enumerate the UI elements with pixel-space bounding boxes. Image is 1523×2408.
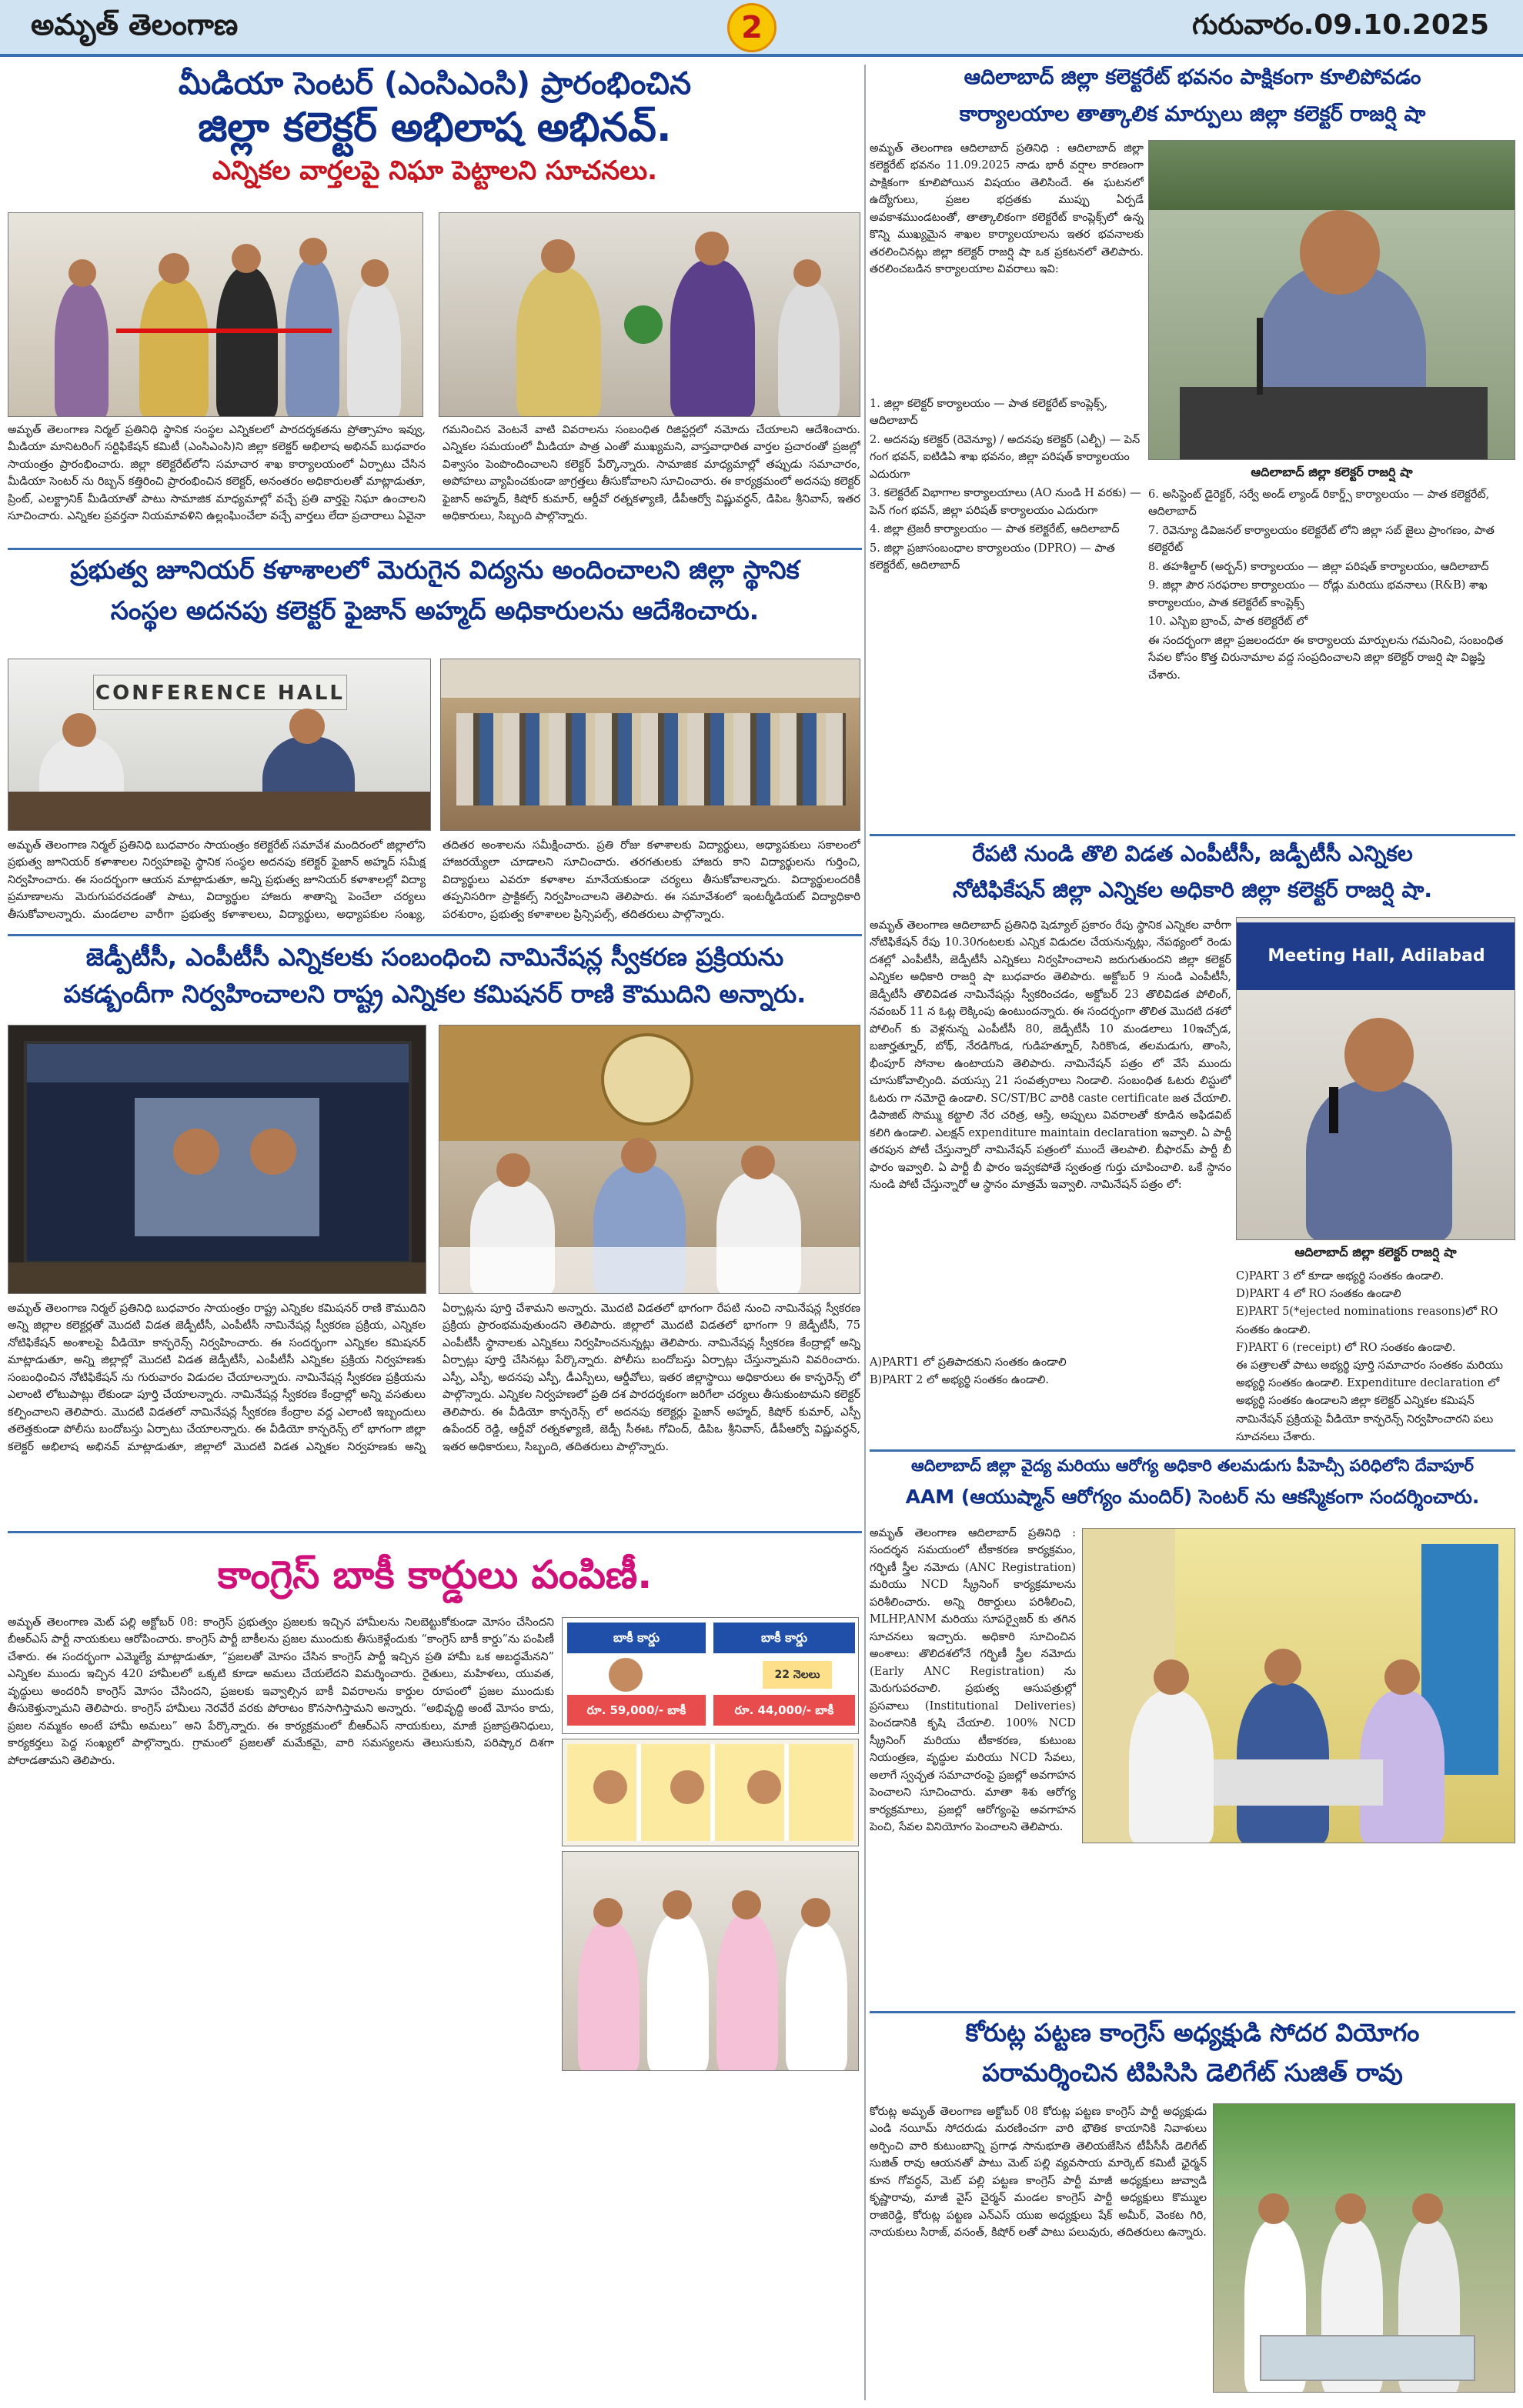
photo-collector-rajarshi-shah — [1148, 140, 1515, 460]
headline: ఆదిలాబాద్ జిల్లా వైద్య మరియు ఆరోగ్య అధికారి తలమడుగు పీహెచ్సీ పరిధిలోని దేవాపూర్ — [911, 1456, 1474, 1475]
story-korutla-condolence — [870, 2017, 1515, 2400]
story-congress-baki-cards — [8, 1537, 862, 2400]
relocated-offices-list — [870, 395, 1144, 780]
closing-note: ఈ సందర్భంగా జిల్లా ప్రజలందరూ ఈ కార్యాలయ మార్పులను గమనించి, సంబంధిత సేవల కోసం కొత్త చిరునామాల వద్ద సంప్రదించాలని జిల్లా కలెక్టర్ రాజర్షి షా విజ్ఞప్తి చేశారు. — [1148, 634, 1504, 682]
article-body: అమృత్ తెలంగాణ నిర్మల్ ప్రతినిధి స్థానిక సంస్థల ఎన్నికలలో పారదర్శకతను ప్రోత్సాహం ఇవ్వు, మీడియా మానిటరింగ్ సర్టిఫికేషన్ కమిటీ (ఎంసిఎంసి)ని జిల్లా కలెక్టర్ అభిలాష అభినవ్ బుధవారం సాయంత్రం ప్రారంభించారు. జిల్లా కలెక్టరేట్‌లోని సమాచార శాఖ కార్యాలయంలో ఏర్పాటు చేసిన మీడియా సెంటర్ ను రిబ్బన్ కత్తిరించి ప్రారంభించిన కలెక్టర్, అనంతరం అధికారులతో మాట్లాడుతూ, ప్రింట్, ఎలక్ట్రానిక్ మీడియాతో పాటు సామాజిక మాధ్యమాల్లో వచ్చే ప్రతి వార్తపై నిఘా ఉంచాలని సూచించారు. ఎన్నికల ప్రవర్తనా నియమావళిని ఉల్లంఘించేలా వచ్చే వార్తలు లేదా ప్రచారాలు ఏవైనా గమనించిన వెంటనే వాటి వివరాలను సంబంధిత రిజిస్టర్లలో నమోదు చేయాలని ఆదేశించారు. ఎన్నికల సమయంలో మీడియా పాత్ర ఎంతో ముఖ్యమని, వాస్తవాధారిత వార్తల ప్రచారంతో ప్రజల్లో విశ్వాసం పెంపొందించాలని కలెక్టర్ పేర్కొన్నారు. సామాజిక మాధ్యమాల్లో తప్పుడు సమాచారం, అపోహలు వ్యాపించకుండా జాగ్రత్తలు తీసుకోవాలని సూచించారు. ఈ కార్యక్రమంలో అదనపు కలెక్టర్ ఫైజాన్ అహ్మద్, కిషోర్ కుమార్, ఆర్డీవో రత్నకళ్యాణి, డీపీఆర్వో విష్ణువర్ధన్, డిపిఒ శ్రీనివాస్, ఇతర అధికారులు, సిబ్బంది పాల్గొన్నారు. — [8, 424, 860, 523]
headline: కార్యాలయాల తాత్కాలిక మార్పులు జిల్లా కలెక్టర్ రాజర్షి షా — [959, 102, 1426, 126]
list-item: 4. జిల్లా ట్రెజరీ కార్యాలయం — పాత కలెక్టరేట్, ఆదిలాబాద్ — [870, 523, 1120, 536]
article-body: అమృత్ తెలంగాణ మెట్ పల్లి అక్టోబర్ 08: కాంగ్రెస్ ప్రభుత్వం ప్రజలకు ఇచ్చిన హామీలను నిలబెట్టుకోకుండా మోసం చేసిందని బీఆర్ఎస్ పార్టీ నాయకులు ఆరోపించారు. కాంగ్రెస్ పార్టీ బాకీలను ప్రజల ముందుకు తీసుకెళ్లేందుకు “కాంగ్రెస్ బాకీ కార్డు”ను పంపిణీ చేశారు. ఈ సందర్భంగా ఎమ్మెల్యే మాట్లాడుతూ, “ప్రజలతో మోసం చేసిన కాంగ్రెస్ పార్టీ ఇచ్చిన ప్రతి హామీ ఒక అబద్ధమేనని” ఎన్నికల ముందు ఇచ్చిన 420 హామీలలో ఒక్కటి కూడా అమలు చేయలేదని విమర్శించారు. రైతులు, మహిళలు, యువత, వృద్ధులు అందరినీ కాంగ్రెస్ మోసం చేసిందని, ప్రజలకు ఇవ్వాల్సిన బాకీ వివరాలను కార్డుల రూపంలో ప్రజల ముందుకు తీసుకెళ్తున్నామని తెలిపారు. కాంగ్రెస్ హామీలు నెరవేరే వరకు పోరాటం కొనసాగిస్తామని అన్నారు. “అభివృద్ధి అంటే మోసం కాదు, ప్రజల నమ్మకం అంటే హామీ అమలు” అని పేర్కొన్నారు. ఈ కార్యక్రమంలో బీఆర్ఎస్ నాయకులు, మాజీ ప్రజాప్రతినిధులు, కార్యకర్తలు పెద్ద సంఖ్యలో పాల్గొన్నారు. గ్రామంలో ప్రజలతో మమేకమై, వారి సమస్యలను తెలుసుకుని, పరిష్కార దిశగా పోరాడతామని తెలిపారు. — [8, 1616, 554, 1767]
headline: పకడ్బందీగా నిర్వహించాలని రాష్ట్ర ఎన్నికల కమిషనర్ రాణి కౌముదిని అన్నారు. — [63, 979, 807, 1009]
column-divider — [864, 65, 866, 2400]
photo-video-conference-screen — [8, 1025, 426, 1294]
headline: రేపటి నుండి తొలి విడత ఎంపీటీసీ, జడ్పీటీసీ ఎన్నికల — [972, 841, 1413, 866]
list-item: 5. జిల్లా ప్రజాసంబంధాల కార్యాలయం (DPRO) — పాత కలెక్టరేట్, ఆదిలాబాద్ — [870, 542, 1115, 572]
list-item: B)PART 2 లో అభ్యర్థి సంతకం ఉండాలి. — [870, 1374, 1049, 1387]
masthead — [0, 0, 1523, 57]
closing-note: ఈ పత్రాలతో పాటు అభ్యర్థి పూర్తి సమాచారం సంతకం మరియు అభ్యర్థి సంతకం ఉండాలి. Expenditure declaration లో అభ్యర్థి సంతకం ఉండాలని జిల్లా కలెక్టర్ ఎన్నికల కమిషన్ నామినేషన్ ప్రక్రియపై వీడియో కాన్ఫరెన్స్ నిర్వహించారని పలు సూచనలు చేశారు. — [1236, 1359, 1504, 1443]
photo-collector-speaking: Meeting Hall, Adilabad — [1236, 917, 1515, 1240]
photo-meeting-hall — [440, 659, 860, 831]
nomination-parts-list — [870, 1354, 1231, 1416]
list-item: 1. జిల్లా కలెక్టర్ కార్యాలయం — పాత కలెక్టరేట్ కాంప్లెక్స్, ఆదిలాబాద్ — [870, 398, 1108, 428]
photo-condolence-visit — [1213, 2103, 1515, 2393]
list-item: D)PART 4 లో RO సంతకం ఉండాలి — [1236, 1288, 1401, 1301]
subheadline: ఎన్నికల వార్తలపై నిఘా పెట్టాలని సూచనలు. — [212, 155, 658, 186]
list-item: 2. అదనపు కలెక్టర్ (రెవెన్యూ) / అదనపు కలెక్టర్ (ఎల్బీ) — పెన్ గంగ భవన్, ఐటిడిఏ శాఖ భవనం, జిల్లా పరిషత్ కార్యాలయం ఎదురుగా — [870, 433, 1141, 481]
photo-conference-hall: CONFERENCE HALL — [8, 659, 431, 831]
list-item: 7. రెవెన్యూ డివిజనల్ కార్యాలయం కలెక్టరేట్ లోని జిల్లా సబ్ జైలు ప్రాంగణం, పాత కలెక్టరేట్ — [1148, 524, 1495, 555]
headline: ప్రభుత్వ జూనియర్ కళాశాలలో మెరుగైన విద్యను అందించాలని జిల్లా స్థానిక — [70, 555, 800, 585]
article-body: అమృత్ తెలంగాణ నిర్మల్ ప్రతినిధి బుధవారం సాయంత్రం రాష్ట్ర ఎన్నికల కమిషనర్ రాణి కౌముదిని అన్ని జిల్లాల కలెక్టర్లతో మొదటి విడత జెడ్పీటీసీ, ఎంపీటీసీ నామినేషన్ల స్వీకరణ ప్రక్రియ, ఎన్నికల నోటిఫికేషన్ అంశాలపై వీడియో కాన్ఫరెన్స్ నిర్వహించారు. ఈ సందర్భంగా ఎన్నికల కమిషనర్ మాట్లాడుతూ, అన్ని జిల్లాల్లో మొదటి విడత జెడ్పీటీసీ, ఎంపీటీసీ ఎన్నికల ప్రక్రియ నిర్వహణకు సంబంధించిన నోటిఫికేషన్ ను గురువారం విడుదల చేయాలన్నారు. నామినేషన్ల స్వీకరణ ప్రక్రియను ఎలాంటి లోటుపాట్లు లేకుండా పూర్తి చేయాలన్నారు. నామినేషన్ల స్వీకరణ కేంద్రాల్లో అన్ని వసతులు కల్పించాలని తెలిపారు. మొదటి విడతలో నామినేషన్ల స్వీకరణ కేంద్రాల వద్ద ఎలాంటి ఇబ్బందులు తలెత్తకుండా పోలీసు బందోబస్తు ఏర్పాటు చేయాలన్నారు. ఈ వీడియో కాన్ఫరెన్స్ లో భాగంగా జిల్లా కలెక్టర్ అభిలాష అభినవ్ మాట్లాడుతూ, జిల్లాలో మొదటి విడత ఎన్నికల నిర్వహణకు అన్ని ఏర్పాట్లను పూర్తి చేశామని అన్నారు. మొదటి విడతలో భాగంగా రేపటి నుంచి నామినేషన్ల స్వీకరణ ప్రక్రియ ప్రారంభమవుతుందని తెలిపారు. జిల్లాలో మొదటి విడతలో భాగంగా 9 జెడ్పీటీసీ, 75 ఎంపీటీసీ స్థానాలకు ఎన్నికలు నిర్వహించనున్నట్లు తెలిపారు. నామినేషన్ల స్వీకరణ కేంద్రాల్లో అన్ని ఏర్పాట్లు పూర్తి చేసినట్లు పేర్కొన్నారు. పోలీసు బందోబస్తు ఏర్పాట్లు చేస్తున్నామని వివరించారు. ఎస్పీ, ఎస్పీ, అదనపు ఎస్పీ, డీఎస్పీలు, ఆర్డీవోలు, ఇతర జిల్లాస్థాయి అధికారులు ఈ కాన్ఫరెన్స్ లో పాల్గొన్నారు. ఎన్నికల నిర్వహణలో ప్రతి దశ పారదర్శకంగా జరిగేలా చర్యలు తీసుకుంటామని కలెక్టర్ తెలిపారు. ఈ వీడియో కాన్ఫరెన్స్ లో అదనపు కలెక్టర్లు ఫైజాన్ అహ్మద్, కిషోర్ కుమార్, ఎస్పీ ఉపేందర్ రెడ్డి, ఆర్డీవో రత్నకళ్యాణి, జెడ్పీ సీఈఓ గోవింద్, డిపిఒ శ్రీనివాస్, డీపీఆర్వో విష్ణువర్ధన్, ఇతర అధికారులు, సిబ్బంది, తదితరులు పాల్గొన్నారు. — [8, 1302, 860, 1453]
story-aam-center-visit — [870, 1456, 1515, 1871]
headline: ఆదిలాబాద్ జిల్లా కలెక్టరేట్ భవనం పాక్షికంగా కూలిపోవడం — [964, 65, 1421, 89]
photo-caption: ఆదిలాబాద్ జిల్లా కలెక్టర్ రాజర్షి షా — [1148, 462, 1515, 485]
issue-date: గురువారం.09.10.2025 — [1192, 9, 1489, 41]
headline: AAM (ఆయుష్మాన్ ఆరోగ్యం మందిర్) సెంటర్ ను ఆకస్మికంగా సందర్శించారు. — [905, 1486, 1480, 1509]
story-collectorate-collapse — [870, 65, 1515, 834]
story-media-center — [8, 65, 862, 545]
photo-baki-card-flyer: బాకీ కార్డు బాకీ కార్డు రూ. 59,000/- బాకీ రూ. 44,000/- బాకీ 22 నెలలు — [562, 1617, 859, 1734]
list-item: 6. అసిస్టెంట్ డైరెక్టర్, సర్వే అండ్ ల్యాండ్ రికార్డ్స్ కార్యాలయం — పాత కలెక్టరేట్, ఆదిలాబాద్ — [1148, 489, 1490, 519]
photo-plant-presentation — [439, 212, 860, 417]
list-item: C)PART 3 లో కూడా అభ్యర్థి సంతకం ఉండాలి. — [1236, 1270, 1445, 1282]
photo-caption: ఆదిలాబాద్ జిల్లా కలెక్టర్ రాజర్షి షా — [1236, 1242, 1515, 1266]
headline: కోరుట్ల పట్టణ కాంగ్రెస్ అధ్యక్షుడి సోదర వియోగం — [965, 2018, 1420, 2047]
headline: సంస్థల అదనపు కలెక్టర్ ఫైజాన్ అహ్మద్ అధికారులను ఆదేశించారు. — [110, 595, 760, 626]
relocated-offices-list-continued — [1148, 486, 1515, 683]
list-item: F)PART 6 (receipt) లో RO సంతకం ఉండాలి. — [1236, 1341, 1456, 1354]
article-body: కోరుట్ల అమృత్ తెలంగాణ అక్టోబర్ 08 కోరుట్ల పట్టణ కాంగ్రెస్ పార్టీ అధ్యక్షుడు ఎండి నయీమ్ సోదరుడు మరణించగా వారి భౌతిక కాయానికి నివాళులు అర్పించి వారి కుటుంబాన్ని ప్రగాఢ సానుభూతి తెలియజేసిన టీపీసీసీ డెలిగేట్ సుజిత్ రావు ఆయనతో పాటు మెట్ పల్లి వ్యవసాయ మార్కెట్ కమిటీ ఛైర్మన్ కూన గోవర్ధన్, మెట్ పల్లి పట్టణ కాంగ్రెస్ పార్టీ మాజీ అధ్యక్షులు జువ్వాడి కృష్ణారావు, మాజీ వైస్ చైర్మన్ మండల కాంగ్రెస్ పార్టీ అధ్యక్షులు కొమ్ముల రాజిరెడ్డి, కోరుట్ల పట్టణ ఎన్ఎస్ యుఐ అధ్యక్షులు షేక్ అమీర్, వెంకట గిరి, నాయకులు సిరాజ్, వసంత్, కిషోర్ లతో పాటు పలువురు, తదితరులు ఉన్నారు. — [870, 2106, 1207, 2240]
page-number-badge: 2 — [727, 3, 777, 52]
article-body: అమృత్ తెలంగాణ ఆదిలాబాద్ ప్రతినిధి : ఆదిలాబాద్ జిల్లా కలెక్టరేట్ భవనం 11.09.2025 నాడు భారీ వర్షాల కారణంగా పాక్షికంగా కూలిపోయిన విషయం తెలిసిందే. ఈ ఘటనలో ఉద్యోగులు, ప్రజల భద్రతకు ముప్పు ఏర్పడే అవకాశముండటంతో, తాత్కాలికంగా కలెక్టరేట్ కాంప్లెక్స్‌లో ఉన్న కొన్ని ముఖ్యమైన శాఖల కార్యాలయాలను ఇతర భవనాలకు తరలించినట్లు జిల్లా కలెక్టర్ రాజర్షి షా ఒక ప్రకటనలో తెలిపారు. తరలించబడిన కార్యాలయాల వివరాలు ఇవి: — [870, 142, 1144, 276]
nomination-parts-list-continued — [1236, 1268, 1515, 1460]
headline: మీడియా సెంటర్ (ఎంసిఎంసి) ప్రారంభించిన — [178, 66, 692, 102]
list-item: E)PART 5(*ejected nominations reasons)లో RO సంతకం ఉండాలి. — [1236, 1306, 1498, 1336]
photo-collector-meeting — [439, 1025, 860, 1294]
article-body: అమృత్ తెలంగాణ నిర్మల్ ప్రతినిధి బుధవారం సాయంత్రం కలెక్టరేట్ సమావేశ మందిరంలో జిల్లాలోని ప్రభుత్వ జూనియర్ కళాశాలల నిర్వహణపై స్థానిక సంస్థల అదనపు కలెక్టర్ ఫైజాన్ అహ్మద్ సమీక్ష నిర్వహించారు. ఈ సందర్భంగా ఆయన మాట్లాడుతూ, అన్ని ప్రభుత్వ జూనియర్ కళాశాలల్లో విద్యా ప్రమాణాలను మెరుగుపరచడంతో పాటు, విద్యార్థుల హాజరు శాతాన్ని పెంచేలా చర్యలు తీసుకోవాలన్నారు. మండలాల వారీగా ప్రభుత్వ కళాశాలలు, విద్యార్థులు, అధ్యాపకుల సంఖ్య, తదితర అంశాలను సమీక్షించారు. ప్రతి రోజు కళాశాలకు విద్యార్థులు, అధ్యాపకులు సకాలంలో హాజరయ్యేలా చూడాలని సూచించారు. తరగతులకు హాజరు కాని విద్యార్థులను గుర్తించి, విద్యార్థులు ఎవరూ కళాశాల మానేయకుండా చర్యలు తీసుకోవాలన్నారు. విద్యార్థులందరికీ తప్పనిసరిగా ప్రాక్టికల్స్ నిర్వహించాలని తెలిపారు. ఈ సమావేశంలో ఇంటర్మీడియట్ విద్యాధికారి పరశురాం, ప్రభుత్వ కళాశాలల ప్రిన్సిపల్స్, తదితరులు పాల్గొన్నారు. — [8, 839, 860, 921]
photo-ribbon-cutting — [8, 212, 423, 417]
list-item: 3. కలెక్టరేట్ విభాగాల కార్యాలయాలు (AO నుండి H వరకు) — పెన్ గంగ భవన్, జిల్లా పరిషత్ కార్యాలయం ఎదురుగా — [870, 487, 1141, 517]
photo-brs-leaders — [562, 1851, 859, 2071]
right-column — [870, 65, 1515, 2400]
article-body: అమృత్ తెలంగాణ ఆదిలాబాద్ ప్రతినిధి : సందర్శన సమయంలో టీకాకరణ కార్యక్రమం, గర్భిణీ స్త్రీల నమోదు (ANC Registration) మరియు NCD స్క్రీనింగ్ కార్యక్రమాలను పరిశీలించారు. అన్ని రికార్డులు పరిశీలించి, MLHP,ANM మరియు సూపర్వైజర్ కు తగిన సూచనలు ఇచ్చారు. అధికారి సూచించిన అంశాలు: తొలిదశలోనే గర్భిణీ స్త్రీల నమోదు (Early ANC Registration) ను మెరుగుపరచాలి. ప్రభుత్వ ఆసుపత్రుల్లో ప్రసవాలు (Institutional Deliveries) పెంచడానికి కృషి చేయాలి. 100% NCD స్క్రీనింగ్ మరియు టీకాకరణ, కుటుంబ నియంత్రణ, వృద్ధుల మరియు NCD సేవలు, అలాగే స్వచ్ఛత సమాచారంపై ప్రజల్లో అవగాహన పెంచాలని సూచించారు. మాతా శిశు ఆరోగ్య కార్యక్రమాలు, ప్రజల్లో ఆరోగ్యంపై అవగాహన పెంచి, సేవల వినియోగం పెంచాలని తెలిపారు. — [870, 1527, 1076, 1833]
list-item: 10. ఎస్బిఐ బ్రాంచ్, పాత కలెక్టరేట్ లో — [1148, 615, 1308, 629]
photo-baki-card-flyer-2 — [562, 1739, 859, 1846]
article-body: అమృత్ తెలంగాణ ఆదిలాబాద్ ప్రతినిధి షెడ్యూల్ ప్రకారం రేపు స్థానిక ఎన్నికల వారీగా నోటిఫికేషన్ రేపు 10.30గంటలకు ఎన్నిక విడుదల చేయనున్నట్లు, నేపథ్యంలో రెండు దశల్లో ఎంపీటీసీ, జెడ్పీటీసీ ఎన్నికలు నిర్వహించాలని జరుగుతుందని జిల్లా కలెక్టర్ ఎన్నికల అధికారి రాజర్షి షా బుధవారం తెలిపారు. అక్టోబర్ 9 నుండి ఎంపీటీసీ, జెడ్పీటీసీ తొలివిడత నామినేషన్లు స్వీకరించడం, అక్టోబర్ 23 తొలివిడత పోలింగ్, నవంబర్ 11 న ఓట్ల లెక్కింపు ఉంటుందన్నారు. ఈ సందర్భంగా తొలిత మొదటి దశలో పోలింగ్ కు వెళ్లనున్న ఎంపీటీసీ 80, జెడ్పీటీసీ 10 మండలాలు 10ఇచ్చోడ, బజార్హత్నూర్, బోథ్, నేరడిగొండ, గుడిహత్నూర్, సిరికొండ, తలమడుగు, తాంసి, భీంపూర్ సోనాల ఉంటాయని తెలిపారు. నామినేషన్ పత్రం లో వేసే ముందు చూసుకోవాల్సింది. వయస్సు 21 సంవత్సరాలు నిండాలి. సంబంధిత ఓటరు లిస్టులో ఓటరు గా నమోదై ఉండాలి. SC/ST/BC వారికి caste certificate జత చేయాలి. డిపాజిట్ సొమ్ము కట్టాలి నేర చరిత్ర, ఆస్తి, అప్పులు వివరాలతో కూడిన అఫిడవిట్ కలిగి ఉండాలి. ఎలక్షన్ expenditure maintain declaration ఇవ్వాలి. ఏ పార్టీ తరపున పోటీ చేస్తున్నారో నామినేషన్ పత్రంలో ముందే తెలపాలి. బీఫారమ్ పార్టీ బీ ఫారం ఇవ్వాలి. ఏ పార్టీ బీ ఫారం ఇవ్వకపోతే స్వతంత్ర గుర్తు చూపించాలి. ఒకే స్థానం నుండి పోటీ చేస్తున్నారో ఆ స్థానం మాత్రమే ఇవ్వాలి. నామినేషన్ పత్రం లో: — [870, 919, 1231, 1192]
headline: కాంగ్రెస్ బాకీ కార్డులు పంపిణీ. — [217, 1553, 653, 1597]
headline: పరామర్శించిన టిపిసిసి డెలిగేట్ సుజిత్ రావు — [982, 2058, 1403, 2087]
headline: నోటిఫికేషన్ జిల్లా ఎన్నికల అధికారి జిల్లా కలెక్టర్ రాజర్షి షా. — [953, 877, 1432, 902]
headline: జెడ్పీటీసీ, ఎంపీటీసీ ఎన్నికలకు సంబంధించి నామినేషన్ల స్వీకరణ ప్రక్రియను — [85, 942, 784, 972]
left-column — [8, 65, 862, 2400]
newspaper-name: అమృత్ తెలంగాణ — [31, 8, 239, 42]
headline: జిల్లా కలెక్టర్ అభిలాష అభినవ్. — [198, 105, 672, 151]
photo-aam-center — [1082, 1528, 1515, 1843]
story-mptc-zptc-notification — [870, 840, 1515, 1556]
list-item: A)PART1 లో ప్రతిపాదకుని సంతకం ఉండాలి — [870, 1356, 1067, 1369]
list-item: 9. జిల్లా పౌర సరఫరాల కార్యాలయం — రోడ్లు మరియు భవనాలు (R&B) శాఖ కార్యాలయం, పాత కలెక్టరేట్ కాంప్లెక్స్ — [1148, 579, 1488, 609]
list-item: 8. తహశీల్దార్ (అర్బన్) కార్యాలయం — జిల్లా పరిషత్ కార్యాలయం, ఆదిలాబాద్ — [1148, 560, 1489, 573]
